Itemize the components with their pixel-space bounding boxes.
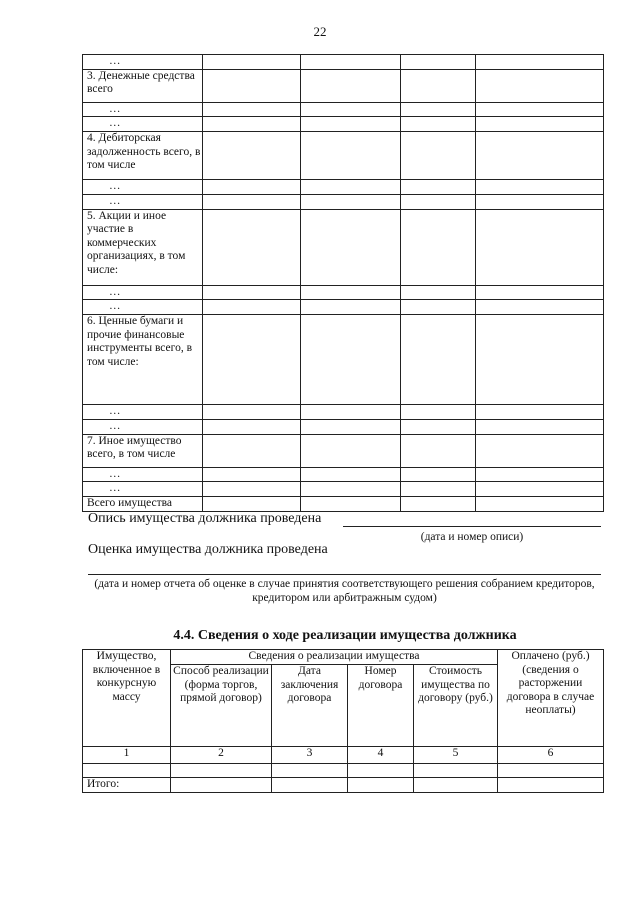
total-label: Итого: — [83, 778, 171, 793]
empty-cell — [401, 55, 476, 70]
empty-cell — [203, 405, 301, 420]
table-row — [83, 497, 604, 512]
empty-cell — [203, 132, 301, 180]
empty-cell — [203, 102, 301, 117]
empty-cell — [476, 434, 604, 467]
empty-cell — [203, 209, 301, 285]
row-continuation: … — [83, 117, 203, 132]
table-row — [83, 467, 604, 482]
empty-cell — [301, 405, 401, 420]
empty-cell — [301, 102, 401, 117]
empty-cell — [203, 497, 301, 512]
empty-cell — [476, 497, 604, 512]
subheader-date: Дата заключения договора — [272, 665, 348, 747]
empty-cell — [401, 194, 476, 209]
empty-cell — [301, 497, 401, 512]
table-row — [83, 405, 604, 420]
empty-cell — [401, 69, 476, 102]
empty-cell — [401, 300, 476, 315]
table-row — [83, 194, 604, 209]
empty-cell — [203, 69, 301, 102]
empty-cell — [203, 117, 301, 132]
table-row — [83, 315, 604, 405]
col-number: 6 — [498, 747, 604, 764]
empty-cell — [401, 285, 476, 300]
row-continuation: … — [83, 467, 203, 482]
page-number: 22 — [313, 24, 327, 39]
empty-cell — [476, 285, 604, 300]
empty-cell — [301, 209, 401, 285]
row-continuation: … — [83, 194, 203, 209]
empty-cell — [476, 132, 604, 180]
empty-cell — [401, 405, 476, 420]
empty-cell — [203, 300, 301, 315]
col-number: 4 — [348, 747, 414, 764]
inventory-label: Опись имущества должника проведена — [88, 511, 322, 526]
table-row — [83, 69, 604, 102]
header-group: Сведения о реализации имущества — [171, 650, 498, 665]
inventory-caption: (дата и номер описи) — [420, 531, 524, 543]
row-continuation: … — [83, 180, 203, 195]
empty-cell — [171, 764, 272, 778]
empty-cell — [203, 315, 301, 405]
row-continuation: … — [83, 419, 203, 434]
empty-cell — [401, 102, 476, 117]
empty-cell — [401, 467, 476, 482]
row-continuation: … — [83, 300, 203, 315]
assets-table — [82, 54, 604, 512]
row-continuation: … — [83, 55, 203, 70]
empty-cell — [301, 55, 401, 70]
table-row — [83, 102, 604, 117]
empty-cell — [301, 285, 401, 300]
col-number: 3 — [272, 747, 348, 764]
inventory-line — [343, 526, 601, 527]
empty-cell — [476, 102, 604, 117]
row-label: 7. Иное имущество всего, в том числе — [83, 434, 203, 467]
table-row — [83, 482, 604, 497]
empty-cell — [401, 497, 476, 512]
empty-cell — [301, 315, 401, 405]
empty-cell — [272, 778, 348, 793]
valuation-caption: (дата и номер отчета об оценке в случае принятия соответствующего решения собранием кредиторов, кредитором или арбитражным судом) — [94, 578, 595, 604]
table-row — [83, 117, 604, 132]
empty-cell — [476, 315, 604, 405]
table-row — [83, 180, 604, 195]
empty-cell — [401, 315, 476, 405]
table-row — [83, 434, 604, 467]
empty-cell — [301, 434, 401, 467]
empty-cell — [476, 194, 604, 209]
empty-cell — [203, 482, 301, 497]
empty-cell — [203, 467, 301, 482]
section-title: 4.4. Сведения о ходе реализации имущества должника — [173, 628, 517, 643]
subheader-number: Номер договора — [348, 665, 414, 747]
empty-cell — [203, 419, 301, 434]
empty-cell — [301, 132, 401, 180]
empty-cell — [301, 482, 401, 497]
empty-cell — [401, 180, 476, 195]
empty-cell — [301, 419, 401, 434]
empty-cell — [476, 117, 604, 132]
empty-cell — [401, 434, 476, 467]
empty-cell — [83, 764, 171, 778]
valuation-line — [88, 574, 601, 575]
empty-cell — [203, 180, 301, 195]
header-paid: Оплачено (руб.) (сведения о расторжении договора в случае неоплаты) — [498, 650, 604, 747]
empty-cell — [401, 117, 476, 132]
subheader-cost: Стоимость имущества по договору (руб.) — [414, 665, 498, 747]
empty-cell — [476, 69, 604, 102]
header-property: Имущество, включенное в конкурсную массу — [83, 650, 171, 747]
col-number: 5 — [414, 747, 498, 764]
row-continuation: … — [83, 482, 203, 497]
empty-cell — [476, 300, 604, 315]
empty-cell — [203, 194, 301, 209]
empty-cell — [348, 764, 414, 778]
subheader-method: Способ реализации (форма торгов, прямой договор) — [171, 665, 272, 747]
empty-cell — [476, 180, 604, 195]
empty-cell — [301, 117, 401, 132]
empty-cell — [476, 209, 604, 285]
empty-cell — [301, 467, 401, 482]
empty-cell — [401, 419, 476, 434]
row-label: 5. Акции и иное участие в коммерческих организациях, в том числе: — [83, 209, 203, 285]
empty-cell — [476, 467, 604, 482]
empty-cell — [203, 285, 301, 300]
row-continuation: … — [83, 102, 203, 117]
empty-cell — [476, 55, 604, 70]
sales-table — [82, 649, 604, 793]
empty-cell — [414, 764, 498, 778]
empty-cell — [203, 434, 301, 467]
empty-cell — [498, 764, 604, 778]
row-label: 3. Денежные средства всего — [83, 69, 203, 102]
table-row — [83, 55, 604, 70]
table-row — [83, 419, 604, 434]
empty-cell — [301, 300, 401, 315]
table-row — [83, 285, 604, 300]
empty-cell — [301, 194, 401, 209]
empty-cell — [401, 209, 476, 285]
table-row — [83, 209, 604, 285]
empty-cell — [272, 764, 348, 778]
empty-cell — [476, 419, 604, 434]
row-continuation: … — [83, 405, 203, 420]
empty-cell — [348, 778, 414, 793]
row-continuation: … — [83, 285, 203, 300]
empty-cell — [401, 132, 476, 180]
empty-cell — [171, 778, 272, 793]
empty-cell — [476, 482, 604, 497]
row-label: Всего имущества — [83, 497, 203, 512]
col-number: 2 — [171, 747, 272, 764]
row-label: 6. Ценные бумаги и прочие финансовые инструменты всего, в том числе: — [83, 315, 203, 405]
valuation-label: Оценка имущества должника проведена — [88, 542, 328, 557]
empty-cell — [301, 180, 401, 195]
table-row — [83, 132, 604, 180]
empty-cell — [414, 778, 498, 793]
empty-cell — [203, 55, 301, 70]
empty-cell — [476, 405, 604, 420]
empty-cell — [401, 482, 476, 497]
table-row — [83, 300, 604, 315]
empty-cell — [301, 69, 401, 102]
row-label: 4. Дебиторская задолженность всего, в том числе — [83, 132, 203, 180]
empty-cell — [498, 778, 604, 793]
col-number: 1 — [83, 747, 171, 764]
